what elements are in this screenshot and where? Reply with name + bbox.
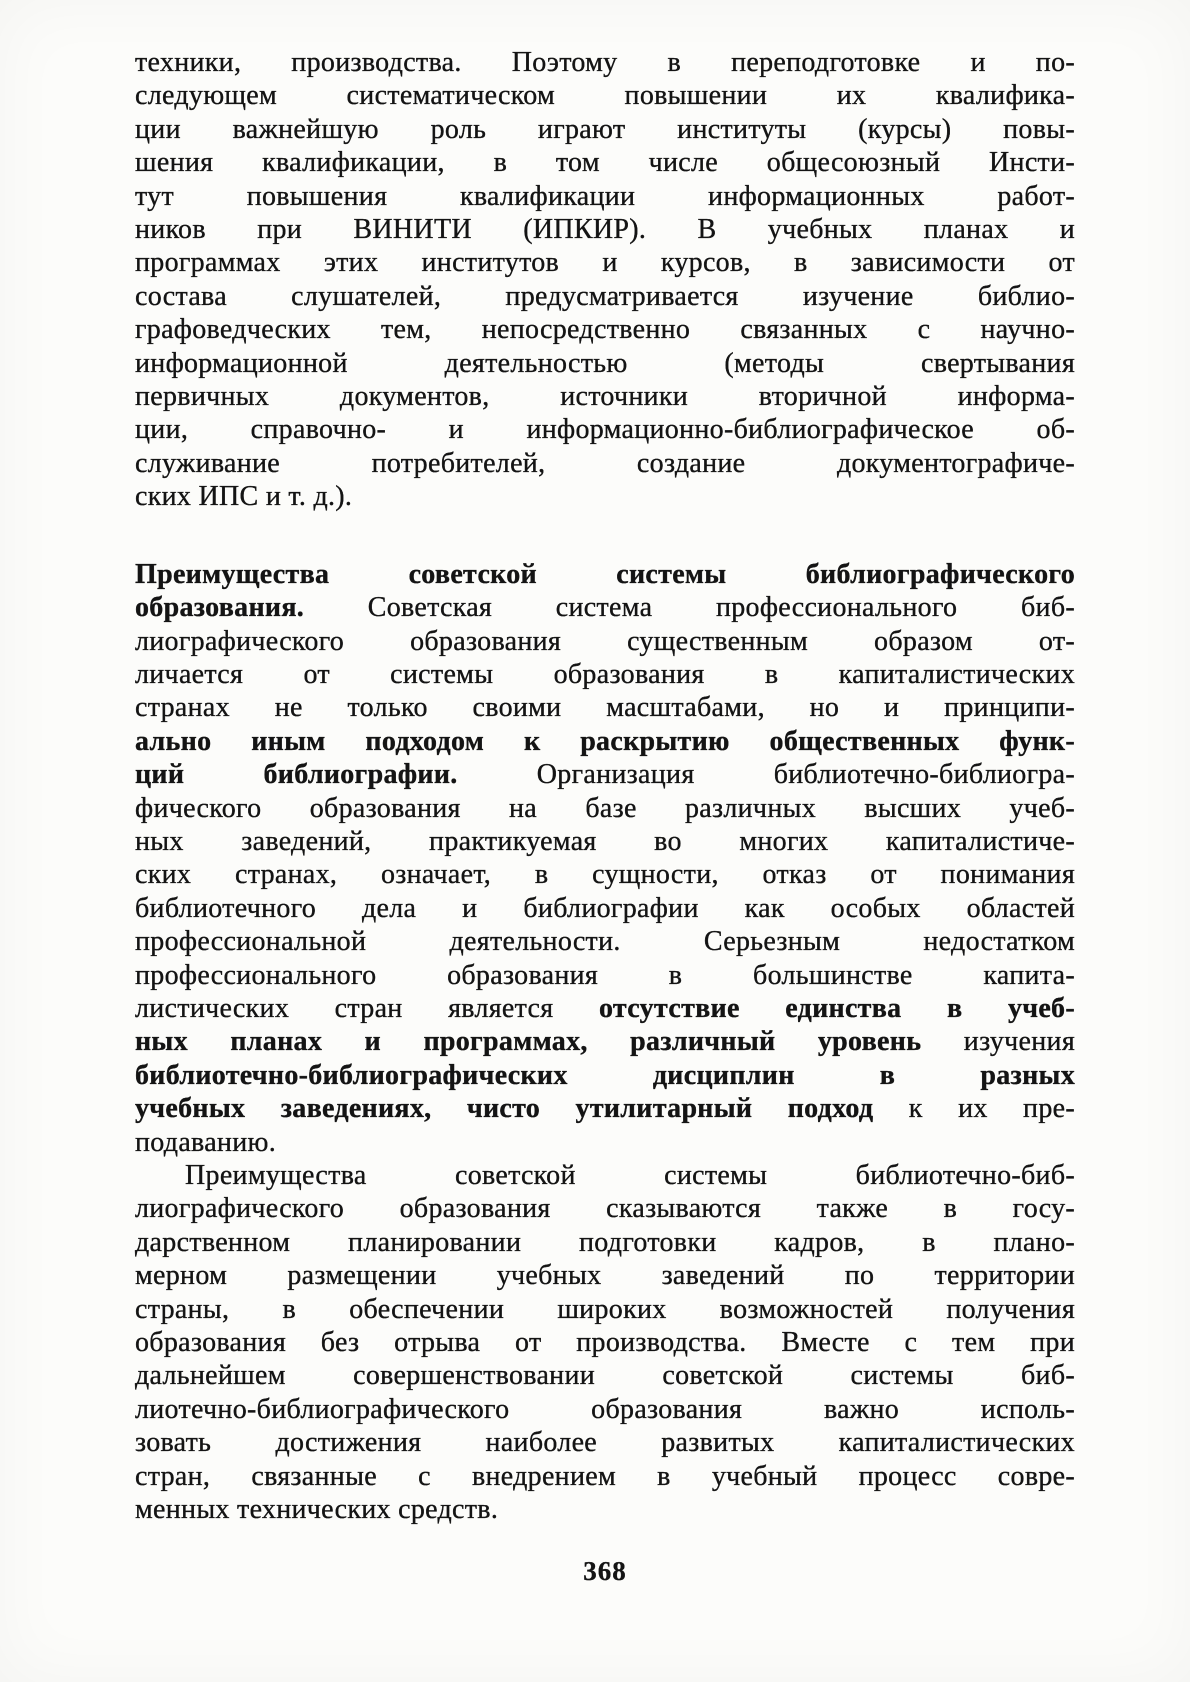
body-text: зовать достижения наиболее развитых капиталистических xyxy=(135,1427,1075,1459)
text-line xyxy=(135,146,1075,179)
text-line xyxy=(135,1059,1075,1092)
body-text: лиографического образования сказываются также в госу- xyxy=(135,1193,1075,1225)
text-line xyxy=(135,1426,1075,1459)
body-text: тут повышения квалификации информационных работ- xyxy=(135,180,1075,212)
body-text: профессиональной деятельности. Серьезным недостатком xyxy=(135,926,1075,958)
body-text: шения квалификации, в том числе общесоюзный Инсти- xyxy=(135,147,1075,179)
body-text: стран, связанные с внедрением в учебный процесс совре- xyxy=(135,1460,1075,1492)
page-text-block xyxy=(135,46,1075,1526)
body-text: ских странах, означает, в сущности, отказ от понимания xyxy=(135,859,1075,891)
text-line xyxy=(135,925,1075,958)
text-line xyxy=(135,825,1075,858)
body-text: личается от системы образования в капиталистических xyxy=(135,658,1075,690)
emphasized-text: отсутствие единства в учеб- xyxy=(598,992,1075,1024)
emphasized-text: образования. xyxy=(135,592,305,624)
text-line xyxy=(135,725,1075,758)
body-text: графоведческих тем, непосредственно связанных с научно- xyxy=(135,314,1075,346)
body-text: Преимущества советской системы библиотечно-биб- xyxy=(185,1160,1075,1191)
emphasized-text: Преимущества советской системы библиографического xyxy=(135,558,1075,590)
text-line xyxy=(135,1326,1075,1359)
text-line xyxy=(135,792,1075,825)
text-line xyxy=(135,113,1075,146)
paragraph-state-planning xyxy=(135,1159,1075,1526)
body-text: мерном размещении учебных заведений по территории xyxy=(135,1260,1075,1292)
text-line xyxy=(135,246,1075,279)
text-line xyxy=(135,313,1075,346)
body-text: лиографического образования существенным образом от- xyxy=(135,625,1075,657)
text-line xyxy=(135,480,1075,513)
body-text: ских ИПС и т. д.). xyxy=(135,481,353,513)
paragraph-continuation-retraining xyxy=(135,46,1075,514)
text-line xyxy=(135,1460,1075,1493)
emphasized-text: ально иным подходом к раскрытию общественных функ- xyxy=(135,725,1075,757)
text-line xyxy=(135,858,1075,891)
body-text: фического образования на базе различных высших учеб- xyxy=(135,792,1075,824)
body-text: дарственном планировании подготовки кадров, в плано- xyxy=(135,1226,1075,1258)
body-text: образования без отрыва от производства. Вместе с тем при xyxy=(135,1327,1075,1359)
text-line xyxy=(135,1092,1075,1125)
body-text: состава слушателей, предусматривается изучение библио- xyxy=(135,280,1075,312)
text-line xyxy=(135,413,1075,446)
body-text: первичных документов, источники вторичной информа- xyxy=(135,381,1075,413)
text-line xyxy=(135,1393,1075,1426)
body-text: библиотечного дела и библиографии как особых областей xyxy=(135,892,1075,924)
text-line xyxy=(135,347,1075,380)
body-text: к их пре- xyxy=(908,1093,1075,1125)
text-line xyxy=(135,1126,1075,1159)
text-line xyxy=(135,625,1075,658)
text-line xyxy=(135,558,1075,591)
text-line xyxy=(135,447,1075,480)
body-text: подаванию. xyxy=(135,1126,277,1158)
emphasized-text: ций библиографии. xyxy=(135,759,458,791)
text-line xyxy=(135,1493,1075,1526)
text-line xyxy=(135,992,1075,1025)
body-text: техники, производства. Поэтому в переподготовке и по- xyxy=(135,47,1075,78)
body-text: Советская система профессионального биб- xyxy=(304,592,1075,624)
text-line xyxy=(135,758,1075,791)
text-line xyxy=(135,180,1075,213)
text-line xyxy=(135,1159,1075,1192)
body-text: листических стран является xyxy=(135,992,599,1024)
body-text: ников при ВИНИТИ (ИПКИР). В учебных планах и xyxy=(135,214,1075,246)
text-line xyxy=(135,1359,1075,1392)
text-line xyxy=(135,959,1075,992)
text-line xyxy=(135,591,1075,624)
text-line xyxy=(135,213,1075,246)
text-line xyxy=(135,46,1075,79)
text-line xyxy=(135,79,1075,112)
body-text: служивание потребителей, создание документографиче- xyxy=(135,447,1075,479)
text-line xyxy=(135,380,1075,413)
body-text: следующем систематическом повышении их квалифика- xyxy=(135,80,1075,112)
body-text: ных заведений, практикуемая во многих капиталистиче- xyxy=(135,825,1075,857)
body-text: страны, в обеспечении широких возможностей получения xyxy=(135,1293,1075,1325)
paragraph-soviet-system-advantages xyxy=(135,558,1075,1159)
body-text: программах этих институтов и курсов, в зависимости от xyxy=(135,247,1075,279)
text-line xyxy=(135,1192,1075,1225)
body-text: странах не только своими масштабами, но и принципи- xyxy=(135,692,1075,724)
body-text: информационной деятельностью (методы свертывания xyxy=(135,347,1075,379)
text-line xyxy=(135,1259,1075,1292)
text-line xyxy=(135,1025,1075,1058)
emphasized-text: библиотечно-библиографических дисциплин в разных xyxy=(135,1059,1075,1091)
text-line xyxy=(135,658,1075,691)
body-text: дальнейшем совершенствовании советской системы биб- xyxy=(135,1360,1075,1392)
emphasized-text: учебных заведениях, чисто утилитарный подход xyxy=(135,1093,909,1125)
body-text: ции, справочно- и информационно-библиографическое об- xyxy=(135,414,1075,446)
text-line xyxy=(135,1226,1075,1259)
emphasized-text: ных планах и программах, различный уровень xyxy=(135,1026,964,1058)
body-text: ции важнейшую роль играют институты (курсы) повы- xyxy=(135,113,1075,145)
page-number: 368 xyxy=(583,1556,627,1586)
body-text: Организация библиотечно-библиогра- xyxy=(457,759,1075,791)
text-line xyxy=(135,892,1075,925)
body-text: лиотечно-библиографического образования важно исполь- xyxy=(135,1393,1075,1425)
text-line xyxy=(135,691,1075,724)
body-text: изучения xyxy=(963,1026,1075,1058)
text-line xyxy=(135,280,1075,313)
body-text: профессионального образования в большинстве капита- xyxy=(135,959,1075,991)
text-line xyxy=(135,1293,1075,1326)
body-text: менных технических средств. xyxy=(135,1494,499,1526)
